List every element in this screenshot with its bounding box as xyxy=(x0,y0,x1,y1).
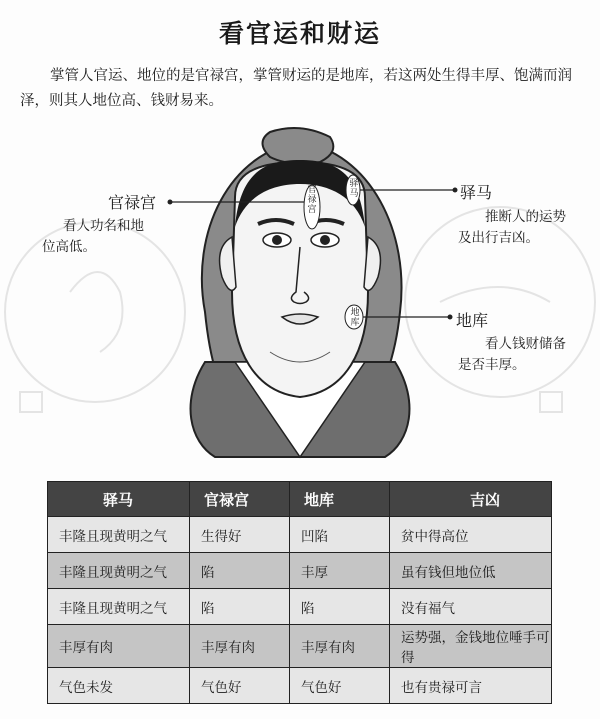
face-mark-yima: 驿马 xyxy=(349,179,359,199)
table-cell: 生得好 xyxy=(190,517,290,553)
table-row xyxy=(48,589,552,625)
label-diku: 地库 xyxy=(456,311,489,330)
table-cell: 凹陷 xyxy=(290,517,390,553)
table-cell: 陷 xyxy=(290,589,390,625)
header-yima: 驿马 xyxy=(48,482,190,517)
table-cell: 气色好 xyxy=(190,668,290,704)
table-cell: 丰厚有肉 xyxy=(48,625,190,668)
header-jixiong: 吉凶 xyxy=(390,482,552,517)
header-guanlu: 官禄宫 xyxy=(190,482,290,517)
table-row xyxy=(48,625,552,668)
table-cell: 丰厚有肉 xyxy=(290,625,390,668)
face-drawing xyxy=(0,112,600,472)
table-cell: 气色未发 xyxy=(48,668,190,704)
table-cell: 气色好 xyxy=(290,668,390,704)
face-mark-guanlu: 官禄宫 xyxy=(307,185,317,215)
page-title: 看官运和财运 xyxy=(218,19,381,48)
table-cell: 没有福气 xyxy=(390,589,552,625)
desc-guanlu-2: 位高低。 xyxy=(42,239,96,255)
table-cell: 也有贵禄可言 xyxy=(390,668,552,704)
desc-diku-1: 看人钱财储备 xyxy=(485,336,566,352)
face-mark-diku: 地库 xyxy=(350,308,360,328)
header-diku: 地库 xyxy=(290,482,390,517)
label-guanlu: 官禄宫 xyxy=(108,193,157,212)
table-row xyxy=(48,553,552,589)
table-cell: 贫中得高位 xyxy=(390,517,552,553)
table-cell: 陷 xyxy=(190,553,290,589)
table-cell: 丰厚有肉 xyxy=(190,625,290,668)
desc-guanlu-1: 看人功名和地 xyxy=(63,218,144,234)
table-cell: 虽有钱但地位低 xyxy=(390,553,552,589)
table-row xyxy=(48,517,552,553)
table-cell: 运势强，金钱地位唾手可得 xyxy=(390,625,552,668)
table-cell: 丰隆且现黄明之气 xyxy=(48,517,190,553)
table-cell: 丰隆且现黄明之气 xyxy=(48,553,190,589)
fortune-table xyxy=(47,481,552,704)
desc-yima-2: 及出行吉凶。 xyxy=(458,230,539,246)
table-cell: 陷 xyxy=(190,589,290,625)
table-header-row xyxy=(48,482,552,517)
label-yima: 驿马 xyxy=(460,183,493,202)
desc-diku-2: 是否丰厚。 xyxy=(458,357,526,373)
desc-yima-1: 推断人的运势 xyxy=(485,209,566,225)
table-row xyxy=(48,668,552,704)
face-illustration xyxy=(0,112,600,472)
table-cell: 丰隆且现黄明之气 xyxy=(48,589,190,625)
table-cell: 丰厚 xyxy=(290,553,390,589)
intro-paragraph: 掌管人官运、地位的是官禄宫，掌管财运的是地库，若这两处生得丰厚、饱满而润泽，则其人地位高、钱财易来。 xyxy=(20,68,572,109)
